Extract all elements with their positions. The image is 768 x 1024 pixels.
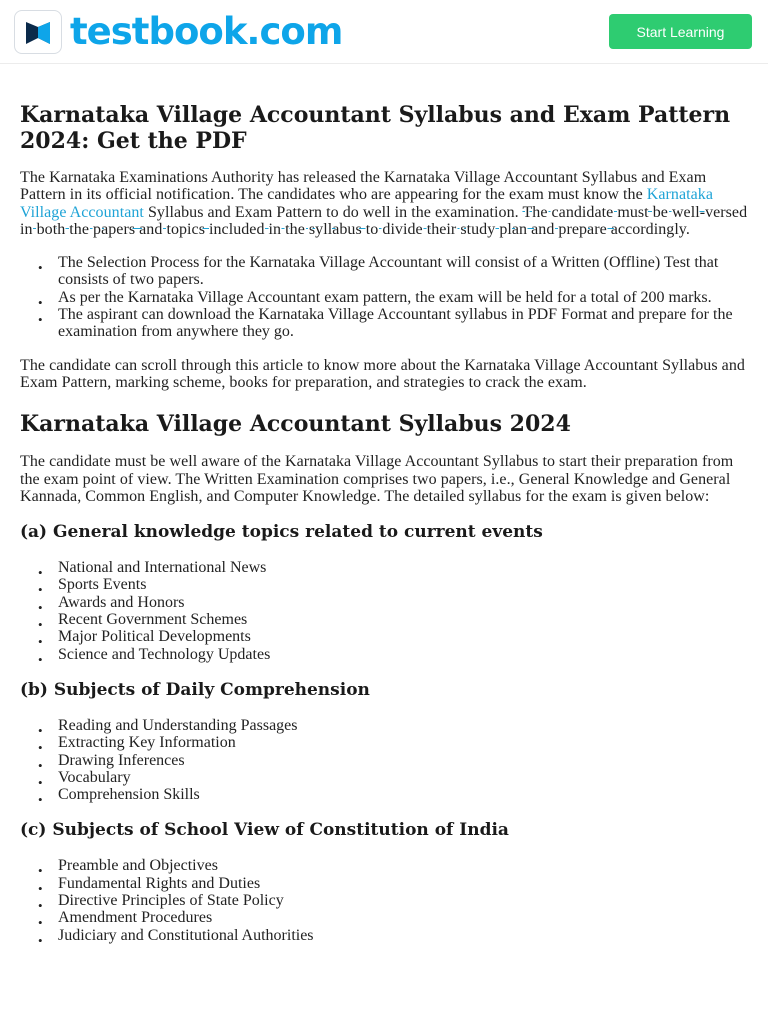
list-item: • Judiciary and Constitutional Authorities [58, 927, 748, 944]
list-item: • Awards and Honors [58, 594, 748, 611]
list-item: • The Selection Process for the Karnataka Village Accountant will consist of a Written (Offline) Test that consists of two papers. [58, 254, 748, 289]
list-item: • Science and Technology Updates [58, 646, 748, 663]
list-item: • Preamble and Objectives [58, 857, 748, 874]
intro-end: . [685, 220, 690, 238]
list-item: • Reading and Understanding Passages [58, 717, 748, 734]
intro-paragraph [20, 169, 748, 238]
intro-text-continued: Syllabus and Exam Pattern to do well in the examination. [143, 203, 523, 221]
list-item: • Comprehension Skills [58, 786, 748, 803]
section-heading-daily-comprehension: (b) Subjects of Daily Comprehension [20, 679, 370, 700]
list-item: • Directive Principles of State Policy [58, 892, 748, 909]
list-item: • Sports Events [58, 576, 748, 593]
constitution-topics-list [20, 857, 748, 943]
section-heading-general-knowledge: (a) General knowledge topics related to current events [20, 522, 543, 543]
list-item: • Vocabulary [58, 769, 748, 786]
list-item: • Amendment Procedures [58, 909, 748, 926]
site-header [0, 0, 768, 64]
testbook-logo-icon [14, 10, 62, 54]
list-item: • As per the Karnataka Village Accountant exam pattern, the exam will be held for a total of 200 marks. [58, 289, 748, 306]
scroll-note-paragraph: The candidate can scroll through this article to know more about the Karnataka Village Accountant Syllabus and Exam Pattern, marking scheme, books for preparation, and strategies to crack the exam. [20, 356, 745, 391]
list-item: • Extracting Key Information [58, 734, 748, 751]
list-item: • Recent Government Schemes [58, 611, 748, 628]
intro-underlined-text: The candidate must be well-versed in both the papers and topics included in the syllabus to divide their study plan and prepare accordingly [20, 203, 748, 238]
daily-comprehension-topics-list [20, 717, 748, 803]
start-learning-button[interactable]: Start Learning [609, 14, 752, 49]
intro-text: The Karnataka Examinations Authority has released the Karnataka Village Accountant Syllabus and Exam Pattern in its official notification. The candidates who are appearing for the exam must know the [20, 169, 707, 204]
brand-logo[interactable] [14, 10, 342, 54]
syllabus-heading: Karnataka Village Accountant Syllabus 2024 [20, 411, 571, 438]
article-content [0, 102, 768, 944]
article-title: Karnataka Village Accountant Syllabus and Exam Pattern 2024: Get the PDF [20, 102, 731, 154]
syllabus-intro-paragraph: The candidate must be well aware of the Karnataka Village Accountant Syllabus to start their preparation from the exam point of view. The Written Examination comprises two papers, i.e., General Knowledge and General Kannada, Common English, and Computer Knowledge. The detailed syllabus for the exam is given below: [20, 453, 734, 505]
list-item: • National and International News [58, 559, 748, 576]
list-item: • The aspirant can download the Karnataka Village Accountant syllabus in PDF Format and prepare for the examination from anywhere they go. [58, 306, 748, 341]
general-knowledge-topics-list [20, 559, 748, 663]
section-heading-constitution: (c) Subjects of School View of Constitution of India [20, 820, 509, 841]
highlights-list [20, 254, 748, 340]
list-item: • Drawing Inferences [58, 752, 748, 769]
list-item: • Major Political Developments [58, 628, 748, 645]
brand-name: testbook.com [70, 10, 343, 53]
list-item: • Fundamental Rights and Duties [58, 875, 748, 892]
karnataka-village-accountant-link[interactable]: Karnataka Village Accountant [20, 186, 713, 221]
